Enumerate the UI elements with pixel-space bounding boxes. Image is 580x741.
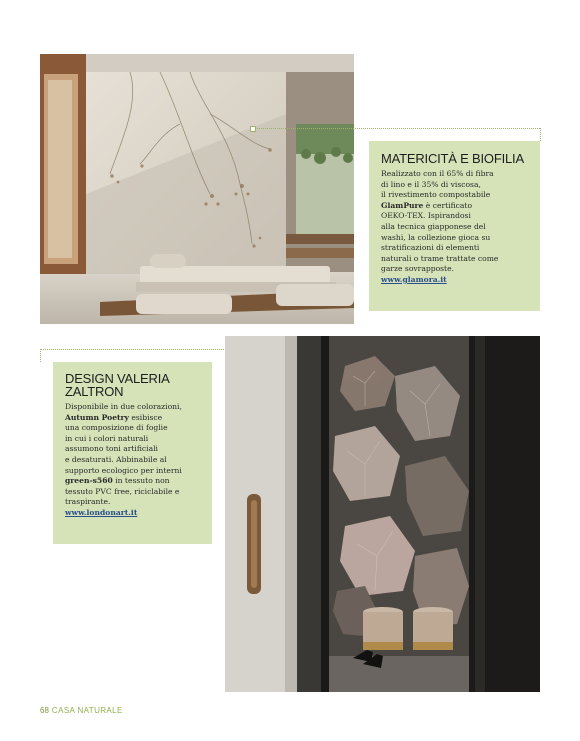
body-line: traspirante. <box>65 497 111 507</box>
magazine-name: CASA NATURALE <box>51 706 123 715</box>
body-line: e desaturati. Abbinabile al <box>65 454 167 464</box>
body-line: washi, la collezione gioca su <box>381 232 491 242</box>
product-name: green-s560 <box>65 476 113 486</box>
panel-body <box>65 402 212 508</box>
connector-line-left <box>40 349 41 362</box>
body-line: in cui i colori naturali <box>65 433 149 443</box>
body-line: OEKO-TEX. Ispirandosi <box>381 211 471 221</box>
body-line: alla tecnica giapponese del <box>381 221 486 231</box>
body-line: il rivestimento compostabile <box>381 190 491 200</box>
body-text: è certificato <box>423 200 473 210</box>
connector-line-right <box>540 128 541 141</box>
body-line: di lino e il 35% di viscosa, <box>381 179 481 189</box>
product-name: Autumn Poetry <box>65 412 129 422</box>
body-line <box>65 413 212 424</box>
body-line: stratificazioni di elementi <box>381 243 480 253</box>
body-text: in tessuto non <box>112 476 170 486</box>
connector-node <box>250 126 256 132</box>
connector-line-top <box>252 128 540 129</box>
body-line: garze sovrapposte. <box>381 264 454 274</box>
body-line: assumono toni artificiali <box>65 444 158 454</box>
panel-body <box>381 169 540 275</box>
panel-title-line: ZALTRON <box>65 384 124 399</box>
panel-title: MATERICITÀ E BIOFILIA <box>381 151 524 166</box>
body-line: Realizzato con il 65% di fibra <box>381 169 494 178</box>
product-name: GlamPure <box>381 200 424 210</box>
info-panel-londonart <box>53 362 212 544</box>
photo-living-room-wallpaper <box>40 54 354 324</box>
body-line: Disponibile in due colorazioni, <box>65 402 182 411</box>
photo-living-room-illustration <box>40 54 354 324</box>
photo-hallway-leaf-wallpaper <box>225 336 540 692</box>
body-line: naturali o trame trattate come <box>381 253 499 263</box>
website-link[interactable]: www.glamora.it <box>381 274 447 284</box>
website-link[interactable]: www.londonart.it <box>65 507 138 517</box>
panel-title-line: DESIGN VALERIA <box>65 371 170 386</box>
photo-hallway-illustration <box>225 336 540 692</box>
body-line: supporto ecologico per interni <box>65 465 182 475</box>
panel-title <box>65 372 212 398</box>
body-line <box>381 201 540 212</box>
body-line: una composizione di foglie <box>65 423 168 433</box>
body-line <box>65 476 212 487</box>
info-panel-glamora <box>369 141 540 311</box>
body-text: esibisce <box>128 412 163 422</box>
page-number: 68 <box>40 706 49 715</box>
page-footer <box>40 706 123 715</box>
body-line: tessuto PVC free, riciclabile e <box>65 486 180 496</box>
